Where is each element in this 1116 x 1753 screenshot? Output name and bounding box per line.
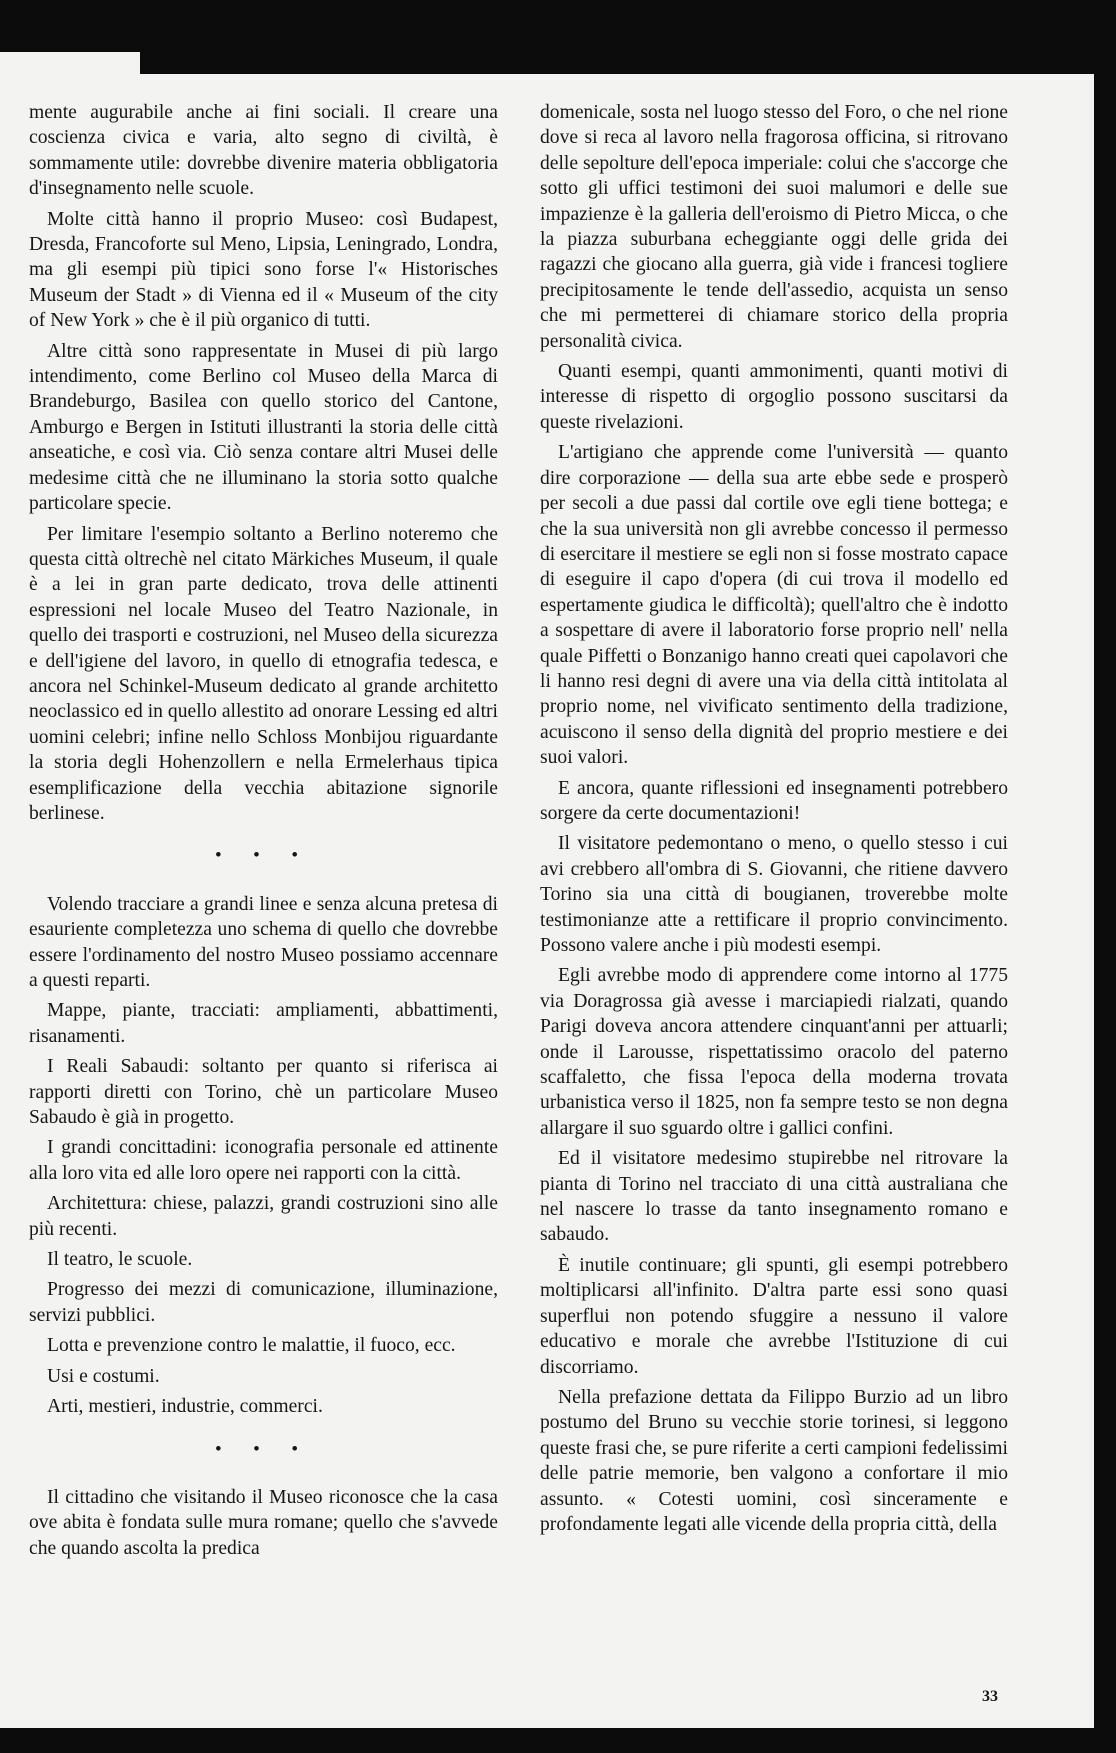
list-item: Lotta e prevenzione contro le malattie, il fuoco, ecc. bbox=[47, 1335, 456, 1357]
paragraph: Nella prefazione dettata da Filippo Burzio ad un libro postumo del Bruno su vecchie storie torinesi, si leggono queste frasi che, se pure riferite a certi campioni fedelissimi delle patrie memorie, ben valgono a confortare il mio assunto. « Cotesti uomini, così sinceramente e profondamente legati alle vicende della propria città, della bbox=[540, 1386, 1008, 1535]
list-item: I Reali Sabaudi: soltanto per quanto si riferisca ai rapporti diretti con Torino, chè un particolare Museo Sabaudo è già in progetto. bbox=[29, 1056, 498, 1129]
paragraph: È inutile continuare; gli spunti, gli esempi potrebbero moltiplicarsi all'infinito. D'altra parte essi sono quasi superflui non potendo sfuggire a nessuno il valore educativo e morale che avrebbe l'Istituzione di cui discorriamo. bbox=[540, 1254, 1008, 1378]
paragraph: mente augurabile anche ai fini sociali. Il creare una coscienza civica e varia, alto segno di civiltà, è sommamente utile: dovrebbe divenire materia obbligatoria d'insegnamento nelle scuole. bbox=[29, 102, 498, 200]
list-item: Arti, mestieri, industrie, commerci. bbox=[47, 1396, 323, 1418]
paragraph: Per limitare l'esempio soltanto a Berlino noteremo che questa città oltrechè nel citato Märkiches Museum, il quale è a lei in gran parte dedicato, trova delle attinenti espressioni nel locale Museo del Teatro Nazionale, in quello dei trasporti e costruzioni, nel Museo della sicurezza e dell'igiene del lavoro, in quello di etnografia tedesca, e ancora nel Schinkel-Museum dedicato al grande architetto neoclassico ed in quello allestito ad onorare Lessing ed altri uomini celebri; infine nello Schloss Monbijou riguardante la storia degli Hohenzollern e nella Ermelerhaus tipica esemplificazione della vecchia abitazione signorile berlinese. bbox=[29, 523, 498, 824]
paragraph: Egli avrebbe modo di apprendere come intorno al 1775 via Doragrossa già avesse i marciapiedi rialzati, quando Parigi doveva ancora attendere cinquant'anni per attuarli; onde il Larousse, rispettatissimo oracolo del paterno scaffaletto, che fissa l'epoca della moderna trovata urbanistica verso il 1825, non fa sempre testo se non degna allargare il suo sguardo oltre i gallici confini. bbox=[540, 965, 1008, 1139]
scan-border-bottom bbox=[0, 1728, 1116, 1753]
list-item: Il teatro, le scuole. bbox=[47, 1249, 193, 1271]
section-separator: • • • bbox=[215, 845, 312, 865]
right-column bbox=[540, 100, 1008, 1542]
paragraph: Quanti esempi, quanti ammonimenti, quanti motivi di interesse di rispetto di orgoglio possono suscitarsi da queste rivelazioni. bbox=[540, 361, 1008, 433]
list-item: I grandi concittadini: iconografia personale ed attinente alla loro vita ed alle loro opere nei rapporti con la città. bbox=[29, 1137, 498, 1184]
list-item: Architettura: chiese, palazzi, grandi costruzioni sino alle più recenti. bbox=[29, 1193, 498, 1240]
list-item: Progresso dei mezzi di comunicazione, illuminazione, servizi pubblici. bbox=[29, 1279, 498, 1326]
left-column bbox=[29, 100, 498, 1566]
paragraph: Il cittadino che visitando il Museo riconosce che la casa ove abita è fondata sulle mura romane; quello che s'avvede che quando ascolta la predica bbox=[29, 1486, 498, 1559]
scan-border-top-left bbox=[0, 0, 140, 52]
scan-border-top bbox=[140, 0, 1116, 74]
scan-border-right bbox=[1094, 0, 1116, 1753]
section-separator: • • • bbox=[215, 1438, 312, 1458]
paragraph: L'artigiano che apprende come l'università — quanto dire corporazione — della sua arte ebbe sede e prosperò per secoli a due passi dal cortile ove egli tiene bottega; e che la sua università non gli avrebbe concesso il permesso di esercitare il mestiere se egli non si fosse mostrato capace di eseguire il capo d'opera (di cui trova il modello ed espertamente giudica le difficoltà); quell'altro che è indotto a sospettare di avere il laboratorio forse proprio nell' nella quale Piffetti o Bonzanigo hanno creati quei capolavori che li hanno resi degni di avere una via della città intitolata al proprio nome, nel vivificato sentimento della tradizione, acuiscono il senso della dignità del proprio mestiere e dei suoi valori. bbox=[540, 442, 1008, 769]
paragraph: Altre città sono rappresentate in Musei di più largo intendimento, come Berlino col Museo della Marca di Brandeburgo, Basilea con quello storico del Cantone, Amburgo e Bergen in Istituti illustranti la storia delle città anseatiche, e così via. Ciò senza contare altri Musei delle medesime città che ne illuminano la storia sotto qualche particolare specie. bbox=[29, 340, 498, 515]
paragraph: domenicale, sosta nel luogo stesso del Foro, o che nel rione dove si reca al lavoro nella fragorosa officina, si ritrovano delle sepolture dell'epoca imperiale: colui che s'accorge che sotto gli uffici testimoni dei suoi malumori e delle sue impazienze è la galleria dell'eroismo di Pietro Micca, o che la piazza suburbana echeggiante oggi delle grida dei ragazzi che giocano alla guerra, già vide i francesi togliere precipitosamente le tende dell'assedio, acquista un senso che mi permetterei di chiamare storico della propria personalità civica. bbox=[540, 102, 1008, 352]
paragraph: E ancora, quante riflessioni ed insegnamenti potrebbero sorgere da certe documentazioni! bbox=[540, 777, 1008, 824]
paragraph: Volendo tracciare a grandi linee e senza alcuna pretesa di esauriente completezza uno schema di quello che dovrebbe essere l'ordinamento del nostro Museo possiamo accennare a questi reparti. bbox=[29, 893, 498, 991]
paragraph: Molte città hanno il proprio Museo: così Budapest, Dresda, Francoforte sul Meno, Lipsia, Leningrado, Londra, ma gli esempi più tipici sono forse l'« Historisches Museum der Stadt » di Vienna ed il « Museum of the city of New York » che è il più organico di tutti. bbox=[29, 208, 498, 332]
list-item: Mappe, piante, tracciati: ampliamenti, abbattimenti, risanamenti. bbox=[29, 1000, 498, 1047]
paragraph: Ed il visitatore medesimo stupirebbe nel ritrovare la pianta di Torino nel tracciato di una città australiana che nel nascere lo trasse da tanto insegnamento romano e sabaudo. bbox=[540, 1148, 1008, 1246]
list-item: Usi e costumi. bbox=[47, 1365, 160, 1387]
page-number: 33 bbox=[982, 1688, 998, 1705]
paragraph: Il visitatore pedemontano o meno, o quello stesso i cui avi crebbero all'ombra di S. Giovanni, che ritiene davvero Torino sia una città di bougianen, troverebbe molte testimonianze atte a rettificare il proprio convincimento. Possono valere anche i più modesti esempi. bbox=[540, 833, 1008, 956]
